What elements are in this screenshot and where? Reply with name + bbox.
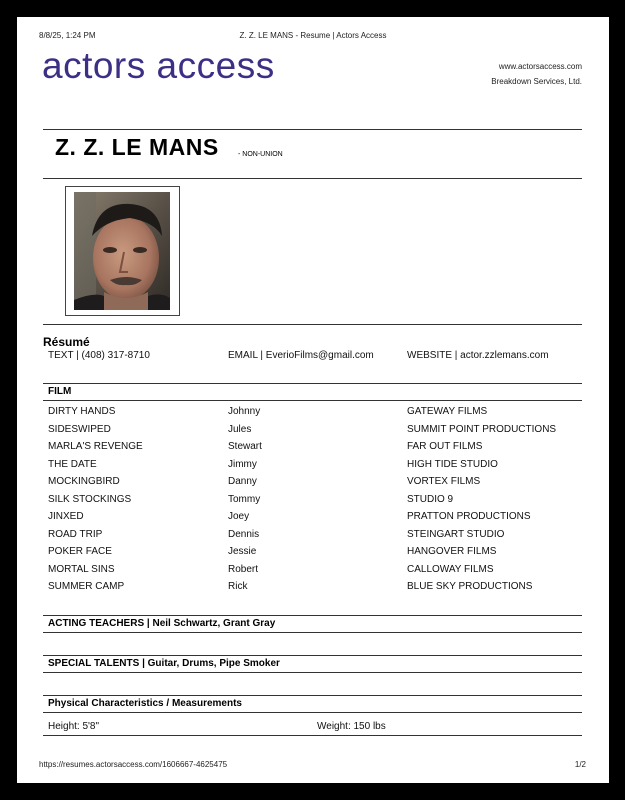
headshot-photo [74,192,170,310]
actor-name: Z. Z. LE MANS [55,134,219,160]
divider [43,178,582,179]
credit-role: Robert [228,563,259,575]
credit-title: MOCKINGBIRD [48,476,120,487]
table-row [48,564,582,582]
footer-url[interactable]: https://resumes.actorsaccess.com/1606667-4625475 [39,760,228,769]
contact-text[interactable]: TEXT | (408) 317-8710 [48,350,150,361]
print-datetime: 8/8/25, 1:24 PM [39,31,96,40]
headshot-frame[interactable] [65,186,180,316]
table-row [48,459,582,477]
table-row [48,441,582,459]
table-row [48,511,582,529]
table-row [48,406,582,424]
credit-title: SILK STOCKINGS [48,493,132,505]
film-credits-table [48,406,582,599]
brand-company: Breakdown Services, Ltd. [491,77,582,86]
credit-title: POKER FACE [48,546,112,557]
credit-role: Dennis [228,528,260,540]
table-row [48,581,582,599]
credit-role: Jessie [228,546,257,557]
credit-role: Stewart [228,441,262,452]
credit-company: GATEWAY FILMS [407,406,488,417]
credit-company: CALLOWAY FILMS [407,563,494,575]
credit-role: Tommy [228,493,261,505]
divider [43,129,582,130]
divider [43,632,582,633]
credit-company: PRATTON PRODUCTIONS [407,511,531,522]
credit-title: MARLA'S REVENGE [48,441,143,452]
credit-title: DIRTY HANDS [48,406,116,417]
credit-company: STUDIO 9 [407,493,454,505]
union-status: - NON-UNION [238,151,283,158]
table-row [48,476,582,494]
credit-company: SUMMIT POINT PRODUCTIONS [407,423,557,435]
actors-access-logo[interactable]: actors access [42,45,275,86]
divider [43,324,582,325]
credit-role: Rick [228,581,248,592]
page-number: 1/2 [574,760,586,769]
credit-company: BLUE SKY PRODUCTIONS [407,581,533,592]
credit-company: FAR OUT FILMS [407,441,483,452]
contact-email[interactable]: EMAIL | EverioFilms@gmail.com [228,350,374,361]
credit-title: THE DATE [48,458,97,470]
divider [43,655,582,656]
divider [43,400,582,401]
physical-heading: Physical Characteristics / Measurements [48,698,242,709]
film-heading: FILM [48,386,72,397]
divider [43,712,582,713]
divider [43,695,582,696]
special-talents: SPECIAL TALENTS | Guitar, Drums, Pipe Smoker [48,658,280,669]
acting-teachers: ACTING TEACHERS | Neil Schwartz, Grant Gray [48,618,276,629]
table-row [48,494,582,512]
divider [43,615,582,616]
credit-title: SIDESWIPED [48,423,111,435]
credit-role: Jules [228,423,252,435]
divider [43,383,582,384]
brand-url[interactable]: www.actorsaccess.com [498,62,582,71]
contact-website[interactable]: WEBSITE | actor.zzlemans.com [407,350,549,361]
credit-title: SUMMER CAMP [48,581,125,592]
divider [43,735,582,736]
credit-title: ROAD TRIP [48,528,103,540]
divider [43,672,582,673]
credit-role: Johnny [228,406,261,417]
credit-company: HIGH TIDE STUDIO [407,458,498,470]
credit-company: HANGOVER FILMS [407,546,497,557]
credit-role: Jimmy [228,458,257,470]
table-row [48,546,582,564]
height-value: Height: 5'8" [48,721,100,732]
credit-title: JINXED [48,511,84,522]
resume-page [17,17,609,783]
weight-value: Weight: 150 lbs [317,721,386,732]
print-title: Z. Z. LE MANS - Resume | Actors Access [239,31,387,40]
table-row [48,424,582,442]
resume-heading: Résumé [43,335,90,349]
credit-role: Joey [228,511,250,522]
credit-company: VORTEX FILMS [407,476,481,487]
credit-role: Danny [228,476,257,487]
table-row [48,529,582,547]
credit-title: MORTAL SINS [48,563,115,575]
credit-company: STEINGART STUDIO [407,528,505,540]
